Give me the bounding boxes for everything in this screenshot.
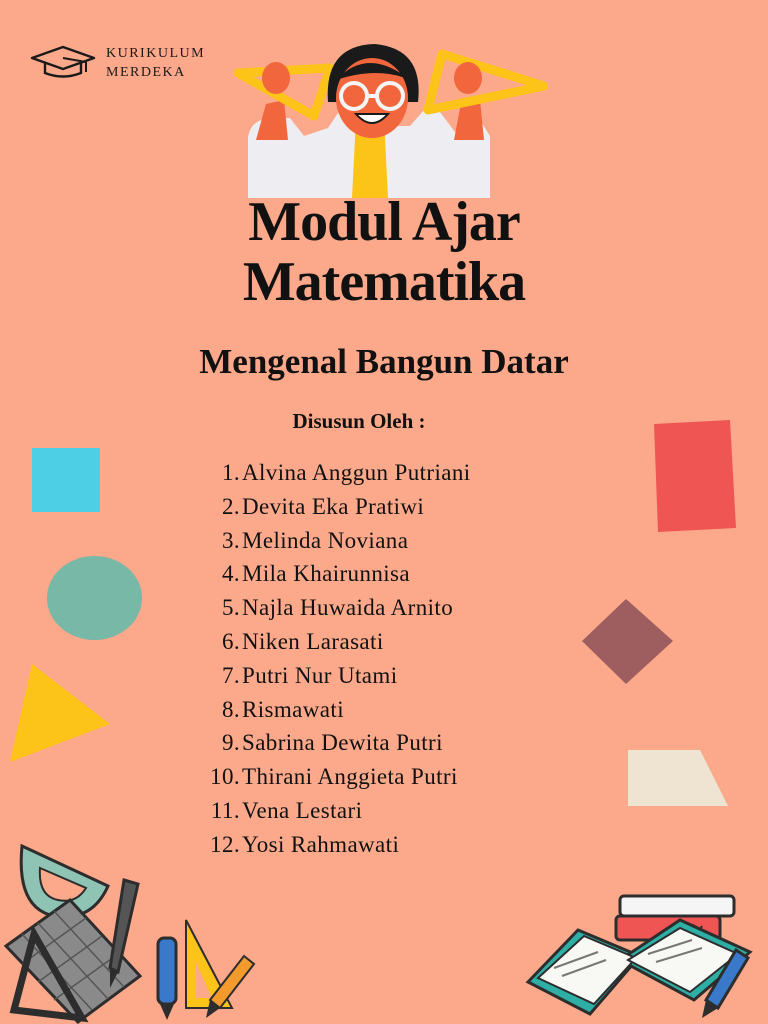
author-number: 4. bbox=[221, 561, 240, 587]
author-number: 6. bbox=[221, 628, 240, 654]
list-item bbox=[196, 760, 471, 794]
triangle-ruler-right bbox=[428, 54, 544, 110]
pen-icon bbox=[158, 938, 176, 1020]
author-name: Melinda Noviana bbox=[242, 527, 409, 553]
graduation-cap-icon bbox=[30, 44, 96, 78]
square-shape bbox=[32, 448, 100, 512]
author-number: 11. bbox=[210, 797, 240, 823]
author-name: Alvina Anggun Putriani bbox=[242, 460, 471, 485]
books-illustration bbox=[524, 890, 760, 1024]
subtitle: Mengenal Bangun Datar bbox=[199, 342, 569, 381]
list-item bbox=[196, 625, 471, 659]
list-item bbox=[196, 659, 471, 693]
author-name: Mila Khairunnisa bbox=[242, 561, 411, 587]
list-item bbox=[196, 794, 471, 828]
stationery-illustration bbox=[0, 838, 262, 1024]
logo-text bbox=[106, 44, 205, 82]
rhombus-shape bbox=[580, 598, 676, 686]
author-name: Devita Eka Pratiwi bbox=[242, 493, 425, 519]
list-item bbox=[196, 456, 471, 490]
logo bbox=[30, 44, 205, 82]
author-name: Sabrina Dewita Putri bbox=[242, 730, 443, 756]
teacher-illustration bbox=[228, 40, 548, 198]
list-item bbox=[196, 726, 471, 760]
list-item bbox=[196, 557, 471, 591]
author-name: Vena Lestari bbox=[242, 797, 363, 823]
author-number: 8. bbox=[221, 696, 240, 722]
rectangle-shape bbox=[650, 418, 740, 536]
author-name: Thirani Anggieta Putri bbox=[242, 764, 458, 790]
author-number: 10. bbox=[210, 764, 240, 790]
title-line-2: Matematika bbox=[242, 251, 526, 313]
author-number: 9. bbox=[221, 730, 240, 756]
title-line-1: Modul Ajar bbox=[248, 191, 520, 253]
author-name: Rismawati bbox=[242, 696, 344, 722]
trapezoid-shape bbox=[626, 748, 730, 810]
author-number: 3. bbox=[221, 527, 240, 553]
triangle-shape bbox=[8, 662, 112, 766]
author-number: 12. bbox=[210, 831, 240, 857]
author-name: Putri Nur Utami bbox=[242, 662, 398, 688]
list-item bbox=[196, 591, 471, 625]
author-number: 5. bbox=[221, 595, 240, 621]
author-number: 1. bbox=[221, 460, 240, 485]
list-item bbox=[196, 490, 471, 524]
author-name: Najla Huwaida Arnito bbox=[242, 595, 454, 621]
author-list bbox=[196, 456, 471, 862]
logo-line-2: MERDEKA bbox=[106, 65, 186, 80]
author-number: 7. bbox=[221, 662, 240, 688]
page-title bbox=[0, 192, 768, 312]
author-heading: Disusun Oleh : bbox=[292, 409, 426, 433]
circle-shape bbox=[47, 556, 142, 640]
list-item bbox=[196, 693, 471, 727]
author-name: Yosi Rahmawati bbox=[242, 831, 400, 857]
author-number: 2. bbox=[221, 493, 240, 519]
list-item bbox=[196, 524, 471, 558]
author-name: Niken Larasati bbox=[242, 628, 384, 654]
logo-line-1: KURIKULUM bbox=[106, 46, 206, 61]
